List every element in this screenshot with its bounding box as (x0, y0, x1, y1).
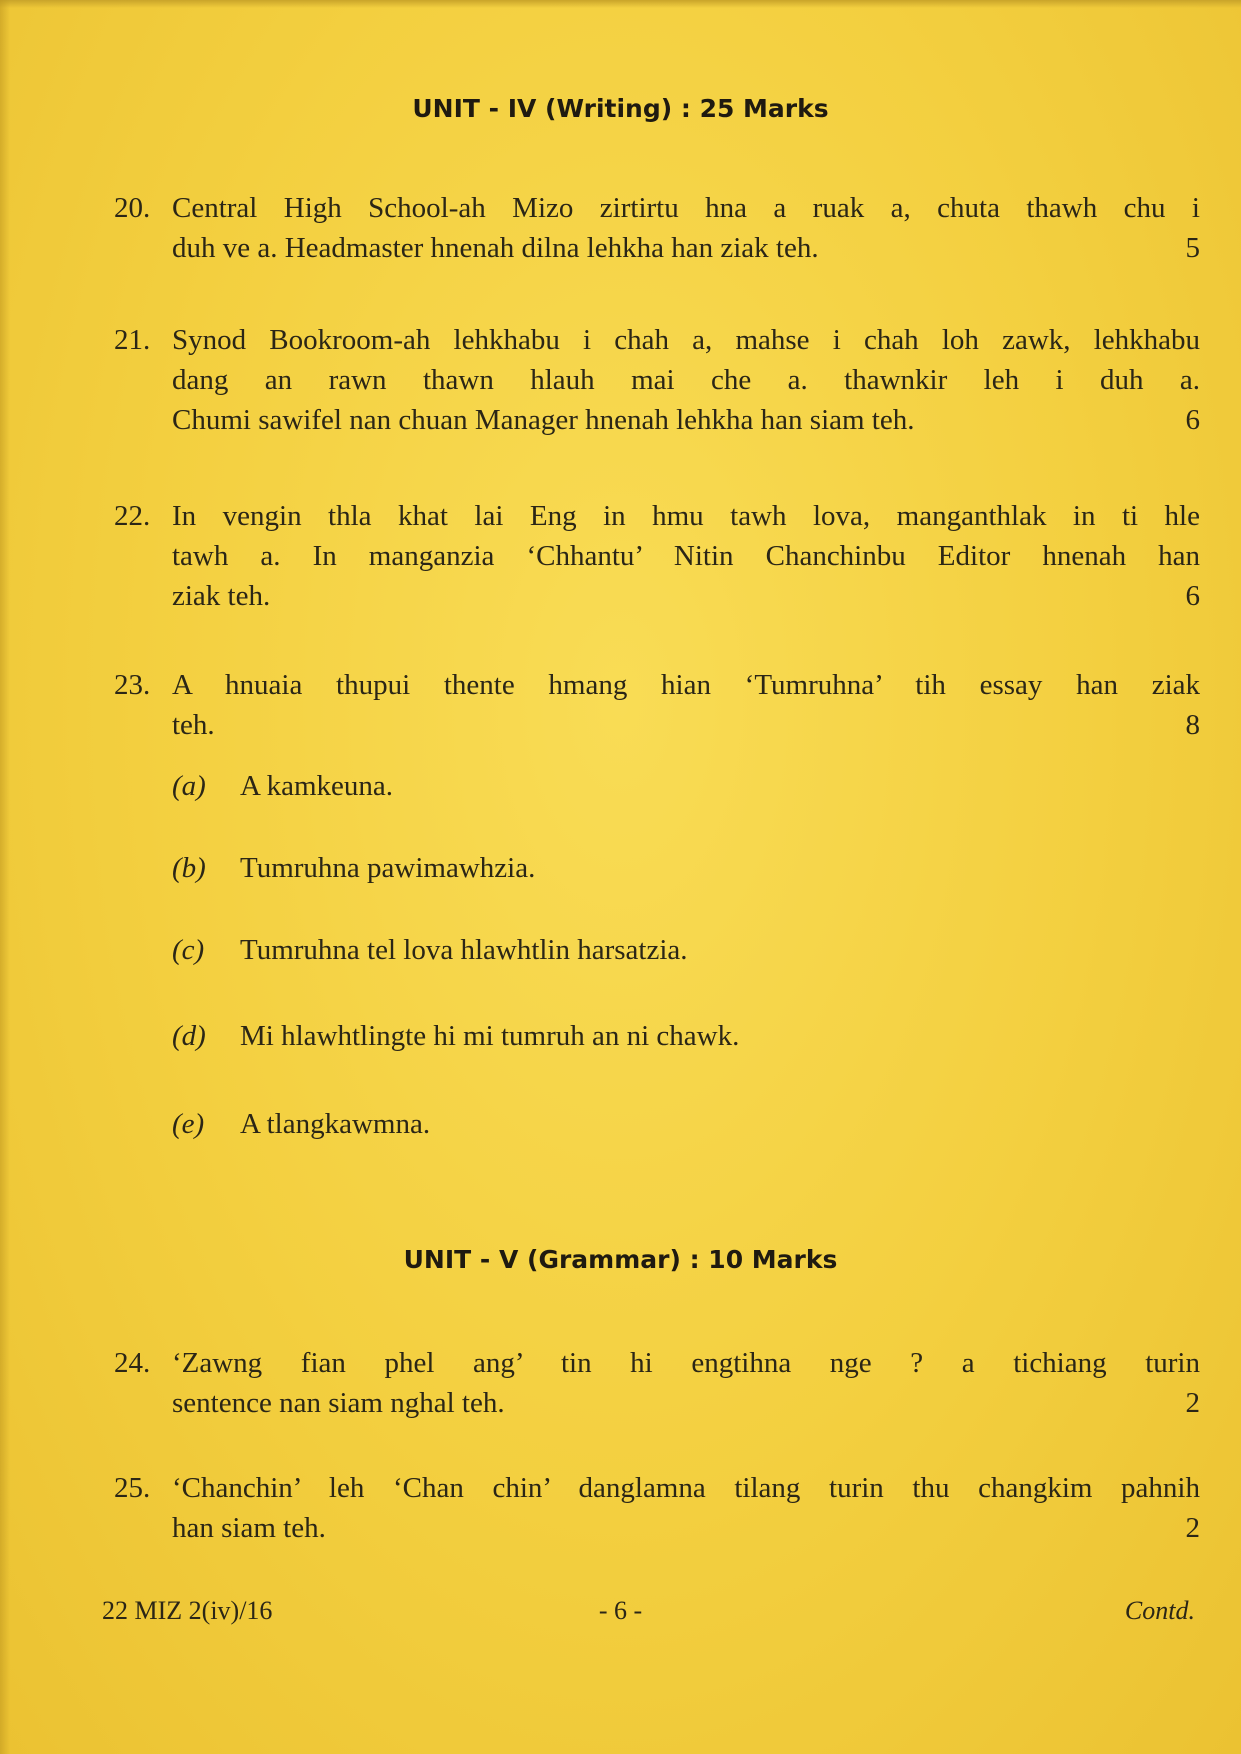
page-edge-shadow-left (0, 0, 10, 1754)
question-number: 20. (114, 192, 151, 224)
page-edge-shadow (0, 0, 1241, 8)
question-line: In vengin thla khat lai Eng in hmu tawh lova, manganthlak in ti hle (172, 500, 1200, 532)
subpoint-text: Tumruhna pawimawhzia. (240, 852, 536, 884)
question-number: 21. (114, 324, 151, 356)
question-marks: 8 (1185, 709, 1200, 741)
subpoint-label: (e) (172, 1108, 205, 1140)
subpoint-text: Tumruhna tel lova hlawhtlin harsatzia. (240, 934, 688, 966)
question-line: Synod Bookroom-ah lehkhabu i chah a, mahse i chah loh zawk, lehkhabu (172, 324, 1200, 356)
question-text (172, 320, 1200, 440)
question-marks: 6 (1185, 580, 1200, 612)
question-line: ‘Chanchin’ leh ‘Chan chin’ danglamna tilang turin thu changkim pahnih (172, 1472, 1200, 1504)
question-line: ‘Zawng fian phel ang’ tin hi engtihna nge ? a tichiang turin (172, 1347, 1200, 1379)
question-21 (114, 320, 1200, 440)
subpoint-label: (a) (172, 770, 206, 802)
question-line: duh ve a. Headmaster hnenah dilna lehkha han ziak teh. (172, 232, 819, 264)
question-text (172, 1343, 1200, 1423)
continued-label: Contd. (1124, 1596, 1195, 1625)
question-marks: 2 (1185, 1387, 1200, 1419)
paper-code: 22 MIZ 2(iv)/16 (102, 1596, 273, 1625)
subpoint-label: (b) (172, 852, 206, 884)
question-line: sentence nan siam nghal teh. (172, 1387, 505, 1419)
question-24 (114, 1343, 1200, 1423)
subpoint-label: (c) (172, 934, 205, 966)
subpoint-e (172, 1104, 430, 1144)
question-text (172, 188, 1200, 268)
question-25 (114, 1468, 1200, 1548)
subpoint-label: (d) (172, 1020, 206, 1052)
question-text (172, 496, 1200, 616)
question-text (172, 1468, 1200, 1548)
question-number: 23. (114, 669, 151, 701)
question-line: Central High School-ah Mizo zirtirtu hna a ruak a, chuta thawh chu i (172, 192, 1200, 224)
question-marks: 6 (1185, 404, 1200, 436)
question-line: ziak teh. (172, 580, 271, 612)
question-number: 24. (114, 1347, 151, 1379)
question-line: teh. (172, 709, 215, 741)
subpoint-b (172, 848, 535, 888)
question-text (172, 665, 1200, 745)
question-line: Chumi sawifel nan chuan Manager hnenah lehkha han siam teh. (172, 404, 915, 436)
unit-iv-heading: UNIT - IV (Writing) : 25 Marks (412, 94, 829, 123)
unit-v-heading: UNIT - V (Grammar) : 10 Marks (403, 1245, 838, 1274)
question-number: 25. (114, 1472, 151, 1504)
question-line: dang an rawn thawn hlauh mai che a. thawnkir leh i duh a. (172, 364, 1200, 396)
subpoint-c (172, 930, 688, 970)
subpoint-text: A tlangkawmna. (240, 1108, 431, 1140)
page-number: - 6 - (598, 1596, 643, 1625)
question-23 (114, 665, 1200, 745)
question-line: han siam teh. (172, 1512, 326, 1544)
question-marks: 5 (1185, 232, 1200, 264)
question-line: tawh a. In manganzia ‘Chhantu’ Nitin Chanchinbu Editor hnenah han (172, 540, 1200, 572)
subpoint-d (172, 1016, 739, 1056)
subpoint-text: Mi hlawhtlingte hi mi tumruh an ni chawk. (240, 1020, 740, 1052)
question-marks: 2 (1185, 1512, 1200, 1544)
question-22 (114, 496, 1200, 616)
question-line: A hnuaia thupui thente hmang hian ‘Tumruhna’ tih essay han ziak (172, 669, 1200, 701)
subpoint-text: A kamkeuna. (240, 770, 394, 802)
subpoint-a (172, 766, 393, 806)
question-number: 22. (114, 500, 151, 532)
question-20 (114, 188, 1200, 268)
